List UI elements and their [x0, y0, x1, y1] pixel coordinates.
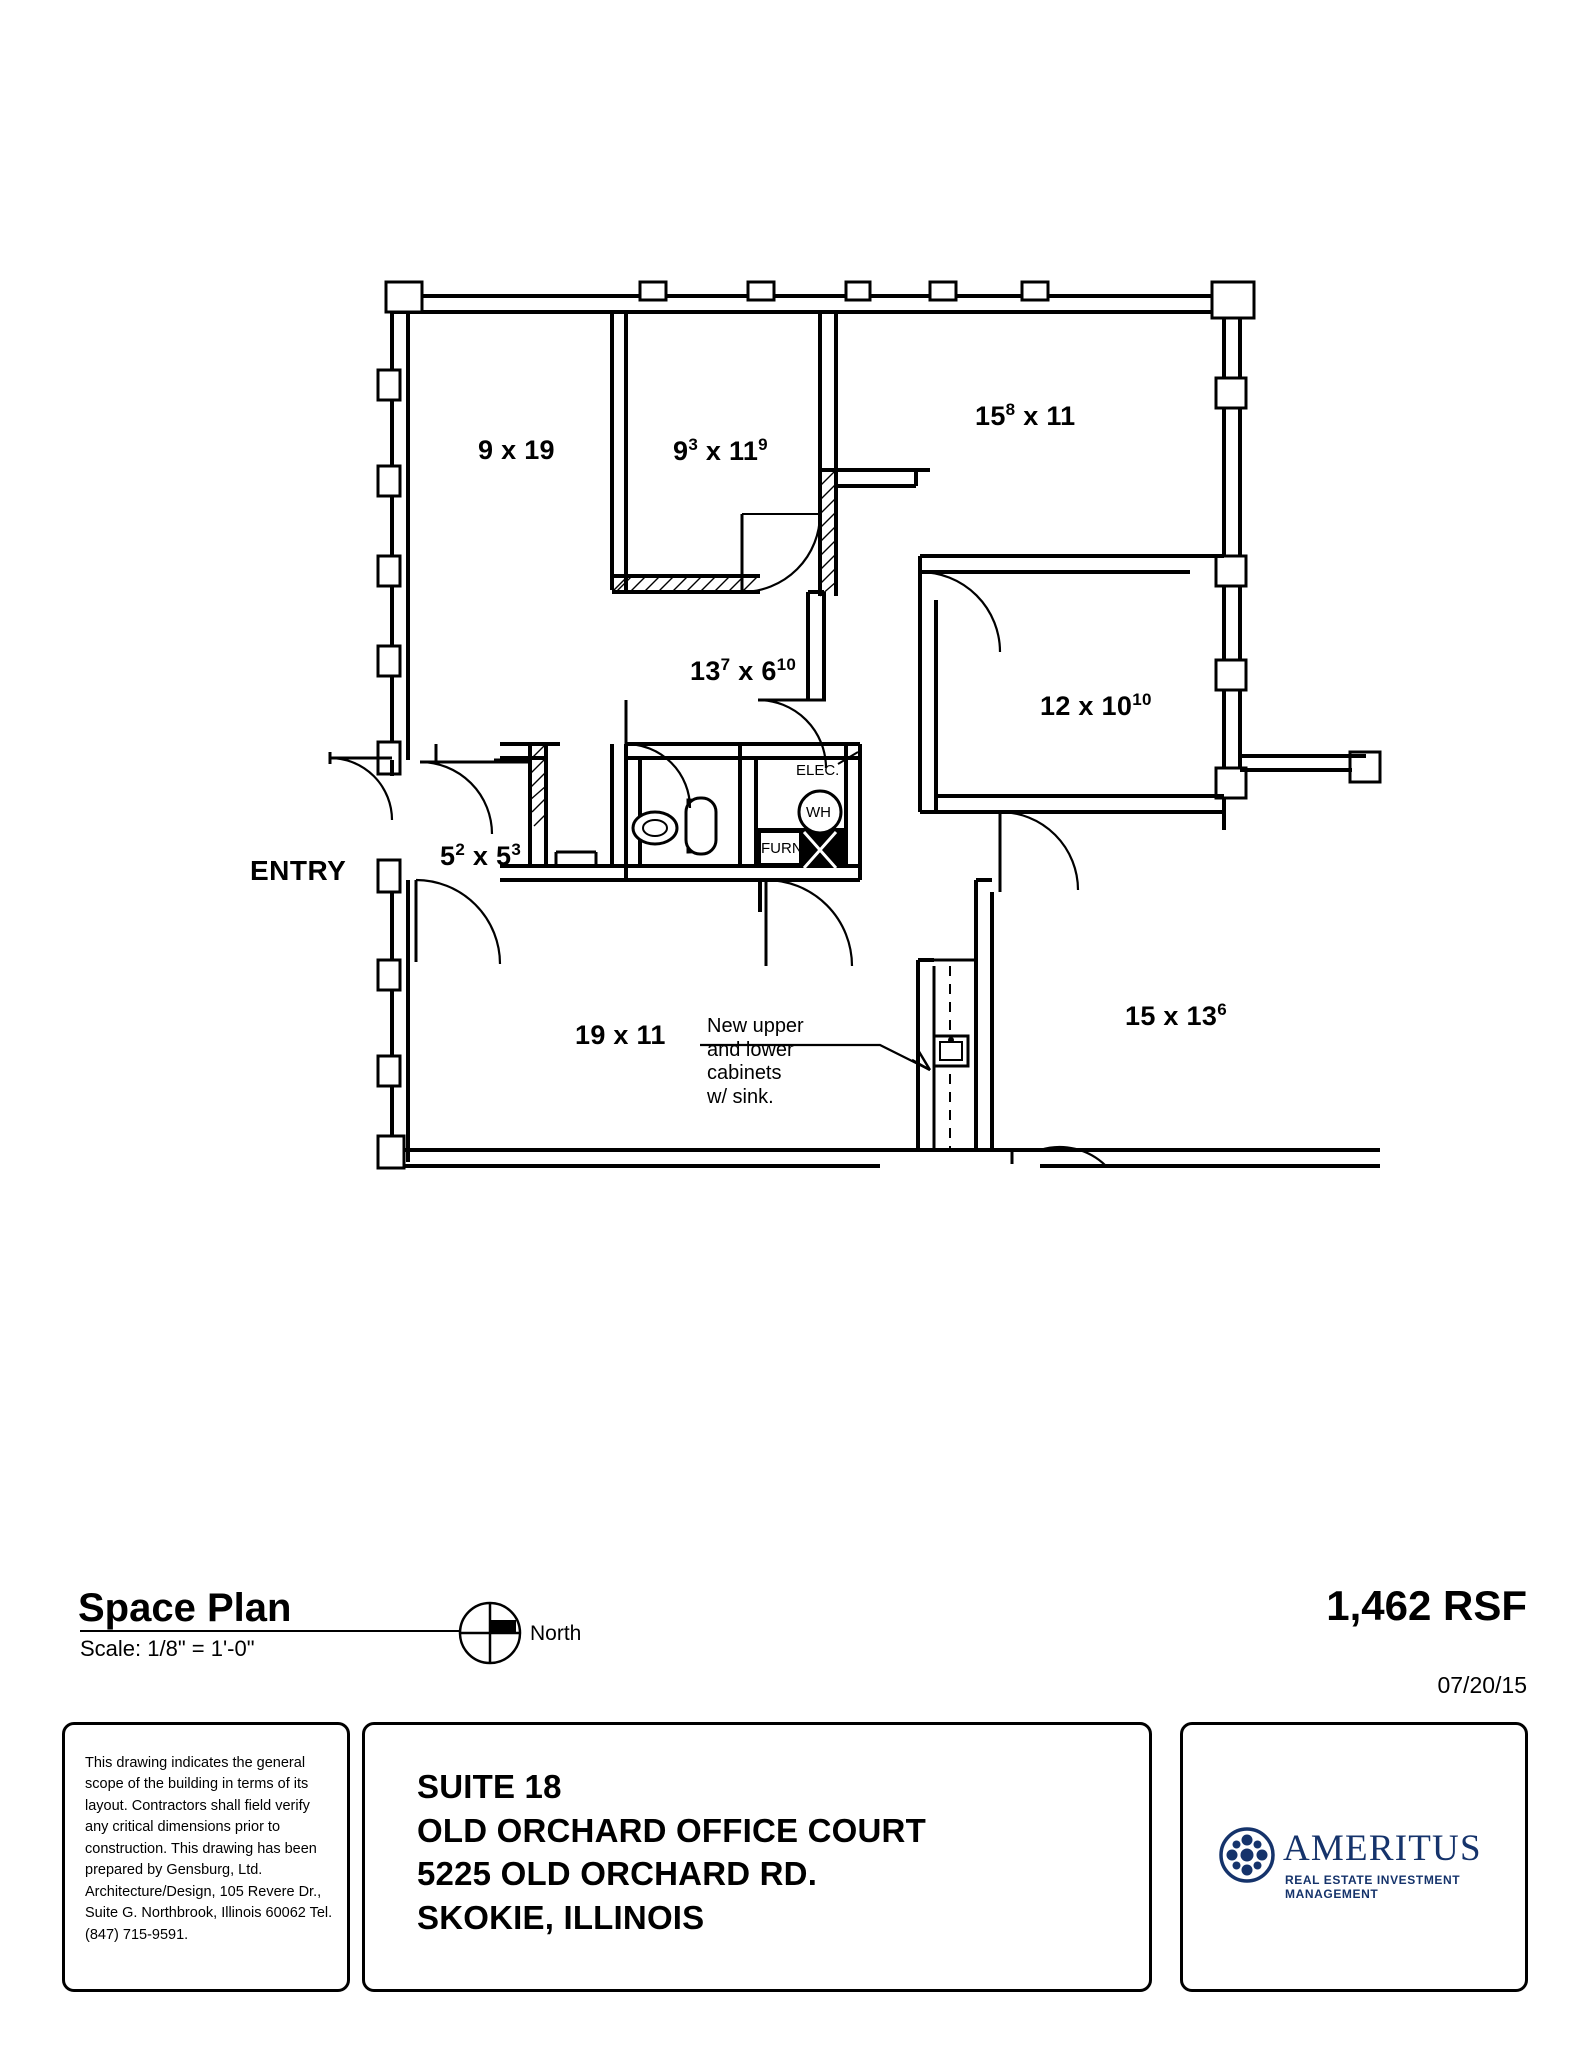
entry-label: ENTRY — [250, 855, 347, 886]
disclaimer-text: This drawing indicates the general scope of the building in terms of its layout. Contractors shall field verify any critical dimensions prior to construction. This drawing has been prepared by Gensburg, Ltd. Architecture/Design, 105 Revere Dr., Suite G. Northbrook, Illinois 60062 Tel. (847) 715-9591. — [85, 1755, 333, 1943]
north-label: North — [530, 1622, 582, 1645]
address-line-street: 5225 OLD ORCHARD RD. — [417, 1855, 818, 1893]
elec-tag: ELEC. — [796, 762, 840, 779]
room-label-5-2x5-3: $5^2$ x $5^3$ — [440, 840, 522, 871]
room-label-15x13-6: 15 x $13^6$ — [1125, 1000, 1227, 1031]
room-label-9x19: 9 x 19 — [478, 435, 555, 465]
scale-rule — [80, 1630, 460, 1632]
wh-tag: WH — [806, 804, 831, 821]
address-lines — [417, 1765, 926, 1939]
room-label-9-3x11-9: $9^3$ x $11^9$ — [673, 435, 768, 466]
room-label-12x10-10: 12 x $10^{10}$ — [1040, 690, 1152, 721]
address-line-building: OLD ORCHARD OFFICE COURT — [417, 1811, 926, 1849]
ameritus-tagline: REAL ESTATE INVESTMENT MANAGEMENT — [1285, 1873, 1461, 1901]
ameritus-logo — [1219, 1825, 1499, 1903]
address-panel — [362, 1722, 1152, 1992]
scale-text: Scale: 1/8" = 1'-0" — [80, 1636, 255, 1661]
logo-panel — [1180, 1722, 1528, 1992]
room-label-15-8x11: $15^8$ x 11 — [975, 400, 1076, 431]
room-label-19x11: 19 x 11 — [575, 1020, 666, 1050]
ameritus-logo-mark-icon — [1219, 1827, 1275, 1883]
cabinet-note: New upper and lower cabinets w/ sink. — [707, 1015, 804, 1108]
north-arrow-icon — [455, 1598, 525, 1668]
address-line-city: SKOKIE, ILLINOIS — [417, 1898, 705, 1936]
room-label-13-7x6-10: $13^7$ x $6^{10}$ — [690, 655, 797, 686]
ameritus-wordmark: AMERITUS — [1283, 1828, 1482, 1869]
furn-tag: FURN. — [761, 840, 807, 857]
disclaimer-panel — [62, 1722, 350, 1992]
address-line-suite: SUITE 18 — [417, 1768, 562, 1805]
title-block — [0, 1500, 1589, 2048]
plan-date: 07/20/15 — [1437, 1672, 1527, 1698]
page-title: Space Plan — [78, 1586, 292, 1630]
rsf-value: 1,462 RSF — [1326, 1582, 1527, 1629]
